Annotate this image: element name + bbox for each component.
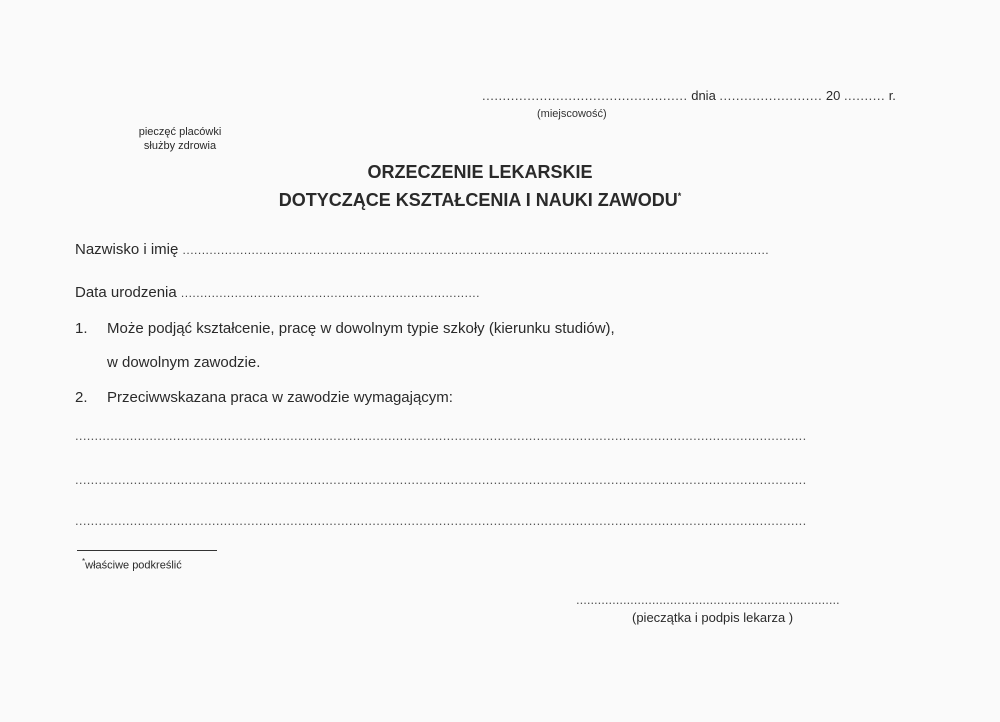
title-footnote-mark: * [677, 191, 682, 201]
year-dots: .......... [843, 88, 886, 103]
birth-field [75, 284, 480, 301]
stamp-line-1: pieczęć placówki [138, 126, 222, 138]
footnote-text: właściwe podkreślić [85, 559, 182, 572]
place-dots: .................................................. [482, 88, 688, 103]
name-field [75, 241, 769, 258]
name-label: Nazwisko i imię [75, 241, 179, 258]
blank-line: ........................................................................................................................................................................................... [75, 472, 807, 487]
blank-line: ........................................................................................................................................................................................... [75, 513, 807, 528]
footnote-divider [77, 550, 217, 551]
r-label: r. [888, 88, 896, 103]
item-number: 1. [75, 320, 88, 337]
document-title [220, 160, 740, 212]
item-text: Może podjąć kształcenie, pracę w dowolnym typie szkoły (kierunku studiów), [107, 320, 615, 337]
header-place-date-line [482, 88, 896, 103]
blank-line: ........................................................................................................................................................................................... [75, 428, 807, 443]
item-number: 2. [75, 389, 88, 406]
stamp-caption [120, 125, 240, 153]
list-item [75, 320, 615, 337]
title-line-2-text: DOTYCZĄCE KSZTAŁCENIA I NAUKI ZAWODU [278, 190, 678, 210]
footnote [82, 557, 182, 572]
signature-caption: (pieczątka i podpis lekarza ) [632, 610, 794, 625]
title-line-1: ORZECZENIE LEKARSKIE [367, 162, 593, 182]
place-caption: (miejscowość) [537, 108, 607, 120]
list-item-continuation: w dowolnym zawodzie. [107, 354, 261, 371]
item-text: Przeciwwskazana praca w zawodzie wymagającym: [107, 389, 453, 406]
birth-label: Data urodzenia [75, 284, 177, 301]
birth-dots: .............................................................................. [180, 286, 480, 300]
footnote-mark: * [82, 557, 86, 566]
date-dots: ......................... [719, 88, 823, 103]
dnia-label: dnia [691, 88, 716, 103]
signature-dots: ......................................................................... [576, 592, 840, 607]
title-line-2 [220, 184, 740, 212]
name-dots: ......................................................................................................................................................... [182, 243, 770, 257]
stamp-line-2: służby zdrowia [143, 140, 217, 152]
year-prefix: 20 [825, 88, 841, 103]
list-item [75, 389, 453, 406]
